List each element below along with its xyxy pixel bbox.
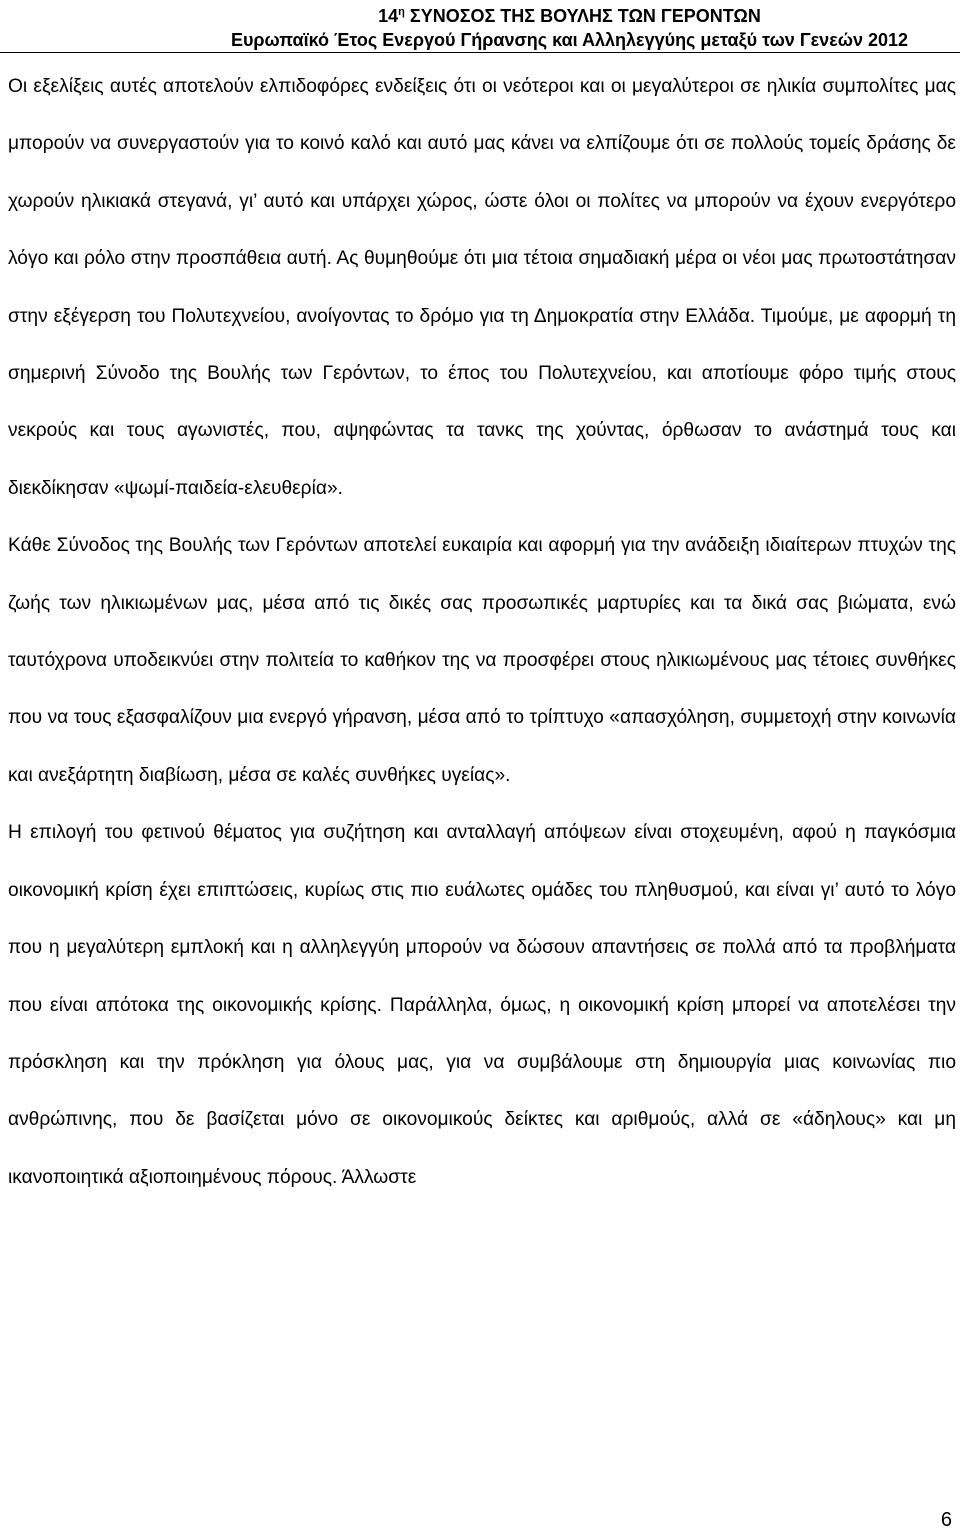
- page-header: [231, 0, 908, 52]
- header-divider: [0, 52, 960, 53]
- header-title-text: ΣΥΝΟΣΟΣ ΤΗΣ ΒΟΥΛΗΣ ΤΩΝ ΓΕΡΟΝΤΩΝ: [404, 6, 761, 26]
- header-superscript: η: [398, 6, 405, 18]
- document-body: [8, 58, 956, 1206]
- paragraph: Η επιλογή του φετινού θέματος για συζήτηση και ανταλλαγή απόψεων είναι στοχευμένη, αφού η παγκόσμια οικονομική κρίση έχει επιπτώσεις, κυρίως στις πιο ευάλωτες ομάδες του πληθυσμού, και είναι γι’ αυτό το λόγο που η μεγαλύτερη εμπλοκή και η αλληλεγγύη μπορούν να δώσουν απαντήσεις σε πολλά από τα προβλήματα που είναι απότοκα της οικονομικής κρίσης. Παράλληλα, όμως, η οικονομική κρίση μπορεί να αποτελέσει την πρόσκληση και την πρόκληση για όλους μας, για να συμβάλουμε στη δημιουργία μιας κοινωνίας πιο ανθρώπινης, που δε βασίζεται μόνο σε οικονομικούς δείκτες και αριθμούς, αλλά σε «άδηλους» και μη ικανοποιητικά αξιοποιημένους πόρους. Άλλωστε: [8, 822, 956, 1188]
- header-subtitle: Ευρωπαϊκό Έτος Ενεργού Γήρανσης και Αλληλεγγύης μεταξύ των Γενεών 2012: [230, 30, 908, 50]
- header-number: 14: [378, 6, 399, 26]
- page-number: 6: [940, 1509, 952, 1531]
- paragraph: Κάθε Σύνοδος της Βουλής των Γερόντων αποτελεί ευκαιρία και αφορμή για την ανάδειξη ιδιαίτερων πτυχών της ζωής των ηλικιωμένων μας, μέσα από τις δικές σας προσωπικές μαρτυρίες και τα δικά σας βιώματα, ενώ ταυτόχρονα υποδεικνύει στην πολιτεία το καθήκον της να προσφέρει στους ηλικιωμένους μας τέτοιες συνθήκες που να τους εξασφαλίζουν μια ενεργό γήρανση, μέσα από το τρίπτυχο «απασχόληση, συμμετοχή στην κοινωνία και ανεξάρτητη διαβίωση, μέσα σε καλές συνθήκες υγείας».: [8, 535, 956, 786]
- paragraph: Οι εξελίξεις αυτές αποτελούν ελπιδοφόρες ενδείξεις ότι οι νεότεροι και οι μεγαλύτεροι σε ηλικία συμπολίτες μας μπορούν να συνεργαστούν για το κοινό καλό και αυτό μας κάνει να ελπίζουμε ότι σε πολλούς τομείς δράσης δε χωρούν ηλικιακά στεγανά, γι’ αυτό και υπάρχει χώρος, ώστε όλοι οι πολίτες να μπορούν να έχουν ενεργότερο λόγο και ρόλο στην προσπάθεια αυτή. Ας θυμηθούμε ότι μια τέτοια σημαδιακή μέρα οι νέοι μας πρωτοστάτησαν στην εξέγερση του Πολυτεχνείου, ανοίγοντας το δρόμο για τη Δημοκρατία στην Ελλάδα. Τιμούμε, με αφορμή τη σημερινή Σύνοδο της Βουλής των Γερόντων, το έπος του Πολυτεχνείου, και αποτίουμε φόρο τιμής στους νεκρούς και τους αγωνιστές, που, αψηφώντας τα τανκς της χούντας, όρθωσαν το ανάστημά τους και διεκδίκησαν «ψωμί-παιδεία-ελευθερία».: [8, 76, 956, 499]
- header-title: [231, 0, 908, 28]
